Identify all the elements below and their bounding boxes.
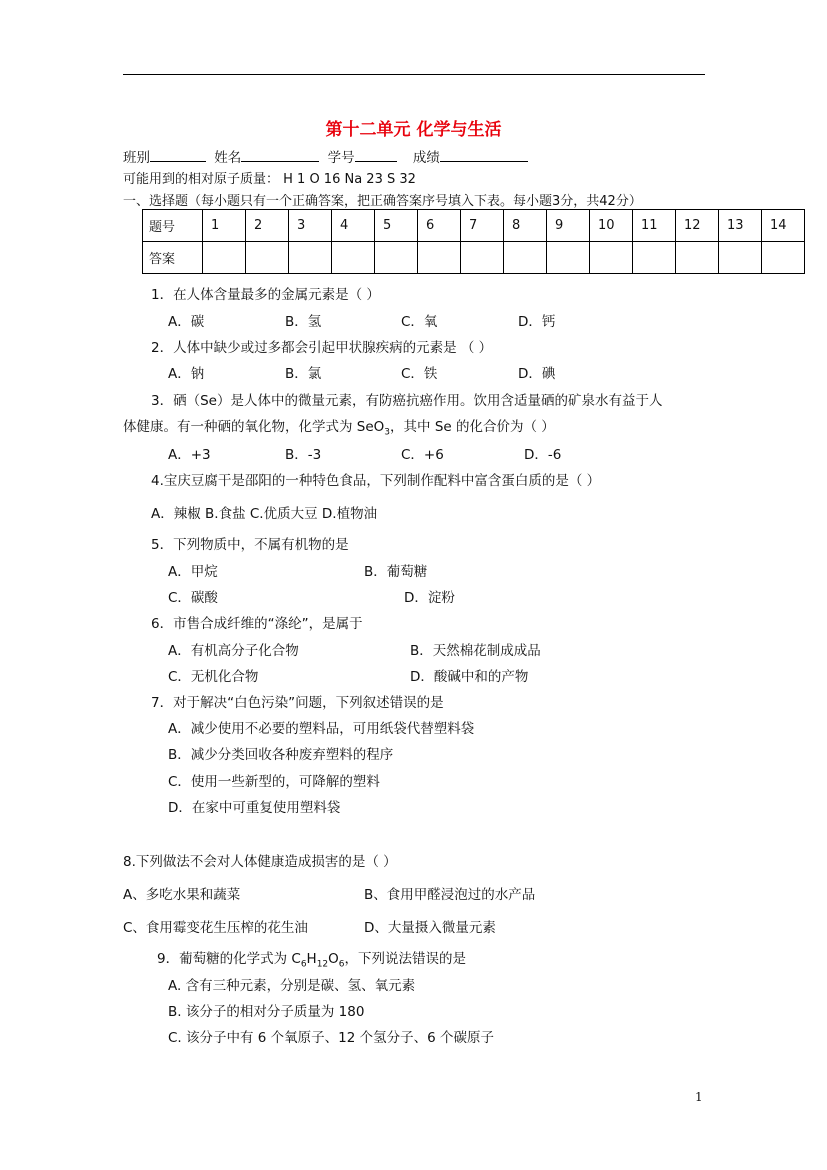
question-5-option-b: B．葡萄糖 <box>364 564 428 580</box>
answer-cell[interactable] <box>332 242 375 274</box>
table-cell-number: 13 <box>719 210 762 242</box>
question-3-option-b: B．-3 <box>285 447 322 463</box>
answer-cell[interactable] <box>461 242 504 274</box>
table-cell-number: 3 <box>289 210 332 242</box>
score-field[interactable] <box>440 147 528 162</box>
table-cell-number: 2 <box>246 210 289 242</box>
question-8-stem: 8.下列做法不会对人体健康造成损害的是（ ） <box>123 854 397 870</box>
answer-cell[interactable] <box>246 242 289 274</box>
question-1-stem: 1．在人体含量最多的金属元素是（ ） <box>151 287 380 303</box>
question-2-option-a: A．钠 <box>168 366 205 382</box>
question-9-stem: 9．葡萄糖的化学式为 $C_6H_{12}O_6$，下列说法错误的是 <box>157 951 467 970</box>
table-row-numbers <box>143 210 805 242</box>
table-cell-number: 8 <box>504 210 547 242</box>
name-field[interactable] <box>241 147 319 162</box>
table-cell-number: 10 <box>590 210 633 242</box>
question-4-options: A．辣椒 B.食盐 C.优质大豆 D.植物油 <box>151 506 378 522</box>
id-field[interactable] <box>355 147 397 162</box>
table-cell-number: 7 <box>461 210 504 242</box>
table-cell-number: 4 <box>332 210 375 242</box>
answer-cell[interactable] <box>547 242 590 274</box>
answer-table <box>142 209 805 274</box>
student-info-line <box>123 146 528 166</box>
question-1-option-b: B．氢 <box>285 314 322 330</box>
question-6-option-d: D．酸碱中和的产物 <box>410 669 529 685</box>
header-rule <box>123 74 705 75</box>
question-3-option-c: C．+6 <box>401 447 444 463</box>
answer-cell[interactable] <box>590 242 633 274</box>
page-number: 1 <box>695 1090 703 1104</box>
answer-cell[interactable] <box>633 242 676 274</box>
answer-cell[interactable] <box>676 242 719 274</box>
question-5-option-c: C．碳酸 <box>168 590 218 606</box>
question-6-option-a: A．有机高分子化合物 <box>168 643 299 659</box>
table-cell-number: 12 <box>676 210 719 242</box>
question-3-option-a: A．+3 <box>168 447 211 463</box>
table-cell-number: 9 <box>547 210 590 242</box>
question-8-option-d: D、大量摄入微量元素 <box>364 920 496 936</box>
question-6-stem: 6．市售合成纤维的“涤纶”，是属于 <box>151 616 363 632</box>
question-3-option-d: D．-6 <box>524 447 562 463</box>
question-9-option-b: B. 该分子的相对分子质量为 180 <box>168 1004 365 1020</box>
question-7-option-a: A．减少使用不必要的塑料品，可用纸袋代替塑料袋 <box>168 721 475 737</box>
question-6-option-c: C．无机化合物 <box>168 669 259 685</box>
score-label: 成绩 <box>412 150 440 166</box>
answer-cell[interactable] <box>504 242 547 274</box>
question-5-option-d: D．淀粉 <box>404 590 455 606</box>
id-label: 学号 <box>327 150 355 166</box>
class-field[interactable] <box>150 147 206 162</box>
question-7-stem: 7．对于解决“白色污染”问题，下列叙述错误的是 <box>151 695 444 711</box>
question-2-option-d: D．碘 <box>518 366 556 382</box>
table-header-number: 题号 <box>143 210 203 242</box>
table-row-answers <box>143 242 805 274</box>
section-heading: 一、选择题（每小题只有一个正确答案，把正确答案序号填入下表。每小题3分，共42分） <box>123 194 642 209</box>
question-7-option-c: C．使用一些新型的，可降解的塑料 <box>168 774 380 790</box>
page-title: 第十二单元 化学与生活 <box>325 120 502 140</box>
class-label: 班别 <box>123 150 150 166</box>
name-label: 姓名 <box>214 150 242 166</box>
question-1-option-c: C．氧 <box>401 314 438 330</box>
question-5-stem: 5．下列物质中，不属有机物的是 <box>151 537 349 553</box>
answer-cell[interactable] <box>289 242 332 274</box>
question-1-option-d: D．钙 <box>518 314 556 330</box>
question-5-option-a: A．甲烷 <box>168 564 218 580</box>
table-cell-number: 1 <box>203 210 246 242</box>
table-cell-number: 14 <box>762 210 805 242</box>
question-7-option-b: B．减少分类回收各种废弃塑料的程序 <box>168 747 394 763</box>
question-3-stem-continued: 体健康。有一种硒的氧化物，化学式为 SeO$_3$，其中 Se 的化合价为（ ） <box>123 419 555 438</box>
answer-cell[interactable] <box>375 242 418 274</box>
question-4-stem: 4.宝庆豆腐干是邵阳的一种特色食品，下列制作配料中富含蛋白质的是（ ） <box>151 473 601 489</box>
question-8-option-c: C、食用霉变花生压榨的花生油 <box>123 920 308 936</box>
answer-cell[interactable] <box>203 242 246 274</box>
question-2-stem: 2．人体中缺少或过多都会引起甲状腺疾病的元素是 （ ） <box>151 340 493 356</box>
answer-cell[interactable] <box>418 242 461 274</box>
question-8-option-a: A、多吃水果和蔬菜 <box>123 887 241 903</box>
question-9-option-c: C. 该分子中有 6 个氧原子、12 个氢分子、6 个碳原子 <box>168 1030 495 1046</box>
atomic-mass-line: 可能用到的相对原子质量： H 1 O 16 Na 23 S 32 <box>123 172 416 187</box>
question-8-option-b: B、食用甲醛浸泡过的水产品 <box>364 887 536 903</box>
question-7-option-d: D．在家中可重复使用塑料袋 <box>168 800 341 816</box>
question-1-option-a: A．碳 <box>168 314 205 330</box>
question-2-option-c: C．铁 <box>401 366 438 382</box>
table-cell-number: 6 <box>418 210 461 242</box>
table-header-answer: 答案 <box>143 242 203 274</box>
question-2-option-b: B．氯 <box>285 366 322 382</box>
answer-cell[interactable] <box>719 242 762 274</box>
question-3-stem: 3．硒（Se）是人体中的微量元素，有防癌抗癌作用。饮用含适量硒的矿泉水有益于人 <box>151 393 663 409</box>
table-cell-number: 11 <box>633 210 676 242</box>
question-9-option-a: A. 含有三种元素，分别是碳、氢、氧元素 <box>168 978 416 994</box>
table-cell-number: 5 <box>375 210 418 242</box>
answer-cell[interactable] <box>762 242 805 274</box>
question-6-option-b: B．天然棉花制成成品 <box>410 643 541 659</box>
